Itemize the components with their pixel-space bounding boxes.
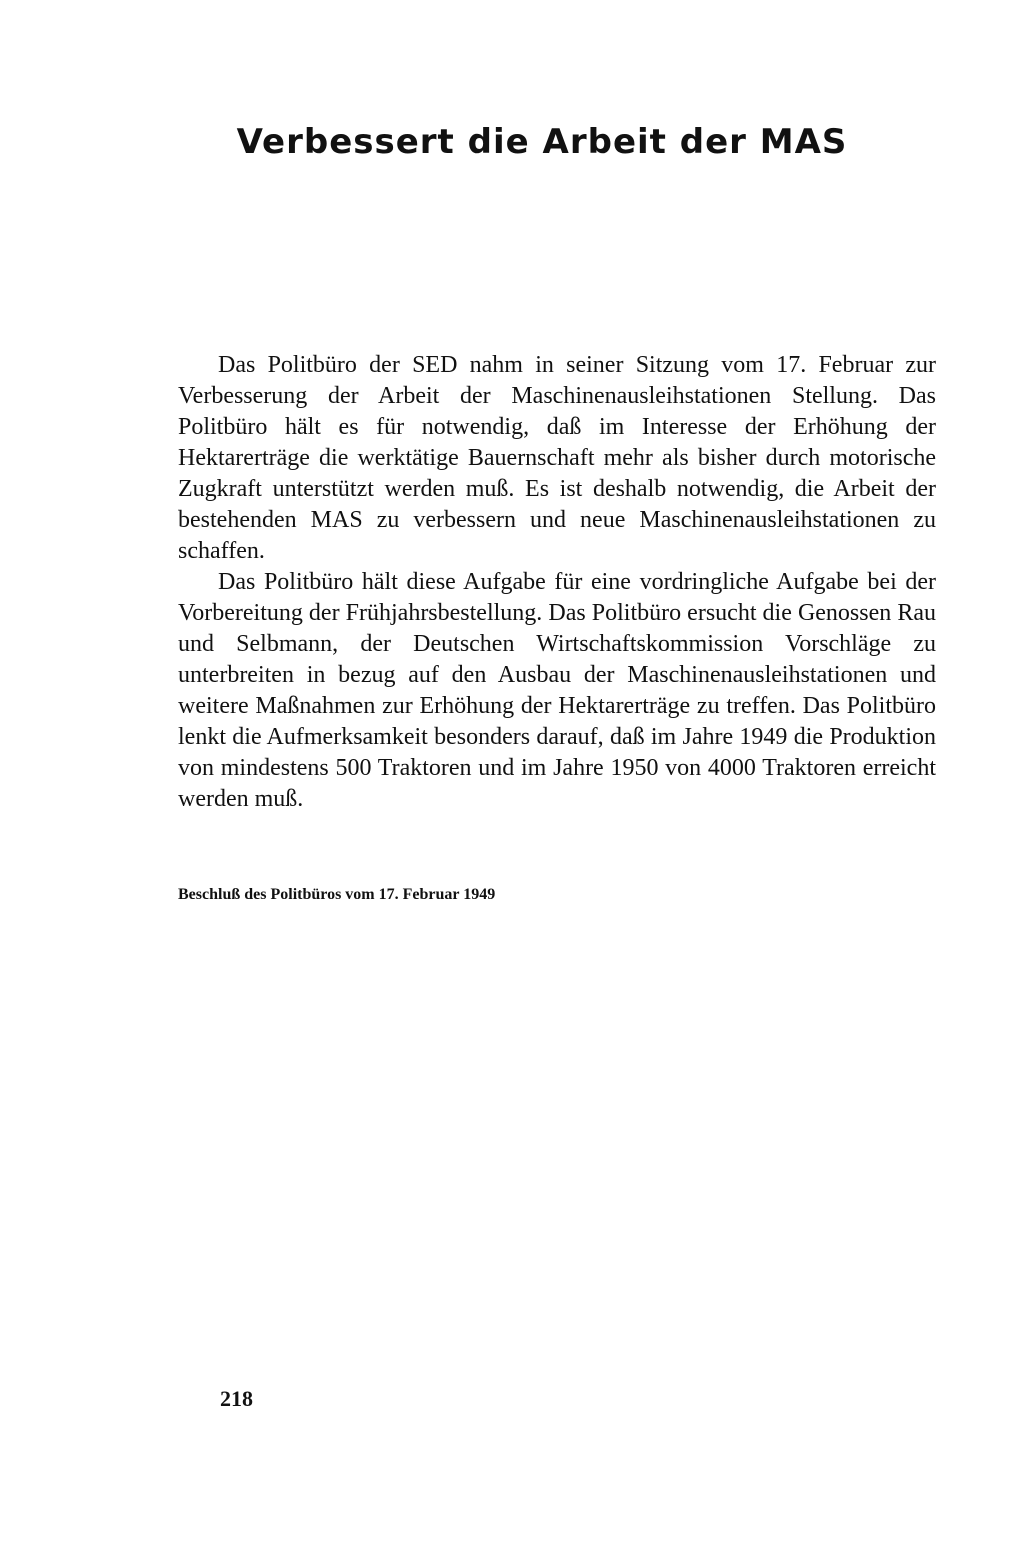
page-number: 218 [220,1386,253,1411]
source-note: Beschluß des Politbüros vom 17. Februar 1949 [178,886,496,903]
paragraph-1: Das Politbüro der SED nahm in seiner Sitzung vom 17. Februar zur Verbesserung der Arbeit der Maschinenausleihstationen Stellung. Das Politbüro hält es für notwendig, daß im Interesse der Erhöhung der Hektarerträge die werktätige Bauernschaft mehr als bisher durch motorische Zugkraft unterstützt werden muß. Es ist deshalb notwendig, die Arbeit der bestehenden MAS zu verbessern und neue Maschinenausleihstationen zu schaffen. [178,352,936,564]
page-title: Verbessert die Arbeit der MAS [236,122,848,162]
paragraph-2: Das Politbüro hält diese Aufgabe für eine vordringliche Aufgabe bei der Vorbereitung der Frühjahrsbestellung. Das Politbüro ersucht die Genossen Rau und Selbmann, der Deutschen Wirtschaftskommission Vorschläge zu unterbreiten in bezug auf den Ausbau der Maschinenausleihstationen und weitere Maßnahmen zur Erhöhung der Hektarerträge zu treffen. Das Politbüro lenkt die Aufmerksamkeit besonders darauf, daß im Jahre 1949 die Produktion von mindestens 500 Traktoren und im Jahre 1950 von 4000 Traktoren erreicht werden muß. [178,569,936,812]
body-text [178,350,936,815]
